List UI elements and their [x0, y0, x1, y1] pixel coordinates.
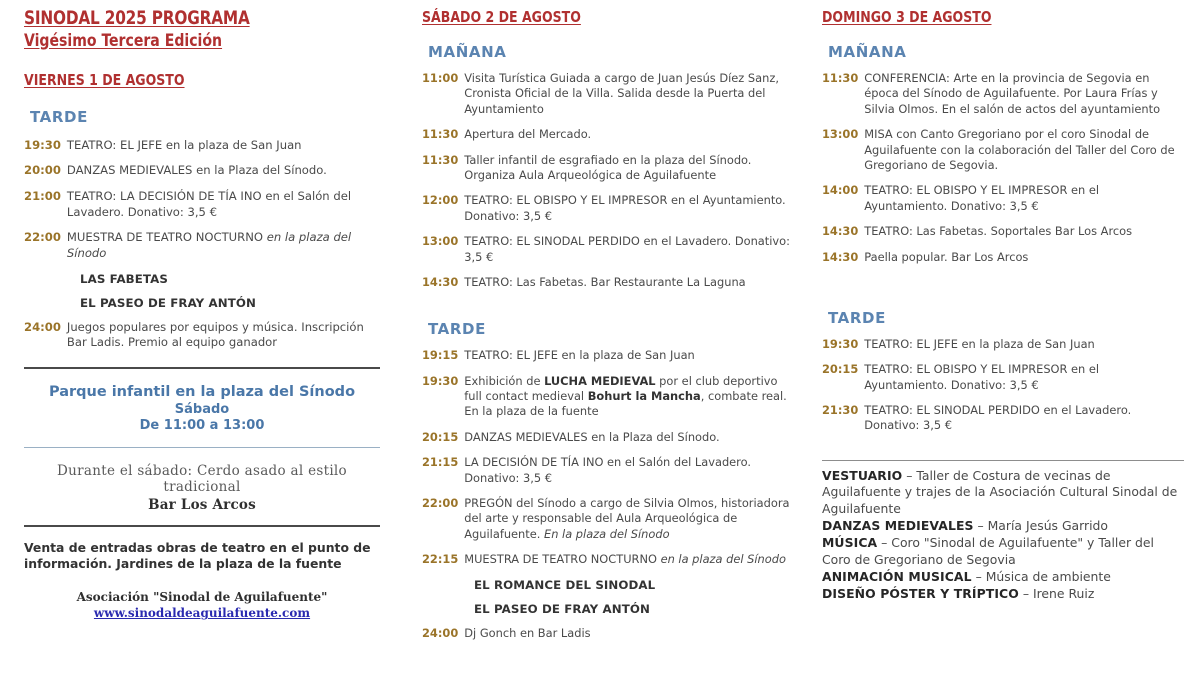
event-text: TEATRO: EL OBISPO Y EL IMPRESOR en el Ayuntamiento. Donativo: 3,5 €: [864, 362, 1100, 392]
credit-separator: –: [973, 517, 988, 533]
credit-label: DISEÑO PÓSTER Y TRÍPTICO: [822, 586, 1019, 602]
roast-venue: Bar Los Arcos: [148, 496, 256, 513]
event-time: 20:15: [822, 362, 859, 377]
event-item: [822, 403, 1184, 434]
credit-separator: –: [971, 569, 986, 585]
day-title-sunday: DOMINGO 3 DE AGOSTO: [822, 8, 992, 26]
event-time: 19:30: [822, 336, 859, 351]
event-time: 11:30: [422, 152, 459, 167]
event-item: [422, 496, 792, 542]
credit-label: VESTUARIO: [822, 467, 903, 483]
credit-item: [822, 586, 1184, 602]
event-item: [422, 348, 792, 363]
event-time: 22:15: [422, 552, 459, 567]
event-time: 11:00: [422, 71, 459, 85]
event-item: [422, 626, 792, 641]
section-label-sunday-tarde: TARDE: [828, 308, 886, 327]
credit-value: Irene Ruiz: [1032, 586, 1095, 602]
event-text: TEATRO: EL OBISPO Y EL IMPRESOR en el Ayuntamiento. Donativo: 3,5 €: [864, 183, 1100, 213]
event-time: 13:00: [822, 127, 859, 142]
event-time: 14:30: [422, 274, 459, 289]
event-time: 24:00: [24, 319, 61, 334]
event-time: 20:00: [24, 163, 61, 178]
event-location-italic: en la plaza del Sínodo: [66, 230, 352, 261]
event-item: [422, 552, 792, 567]
event-item: [24, 138, 380, 154]
event-item: [24, 230, 380, 261]
tickets-info: [24, 527, 380, 620]
event-item: [422, 275, 792, 290]
section-label-saturday-tarde: TARDE: [428, 320, 486, 339]
credit-value: Coro "Sinodal de Aguilafuente" y Taller del Coro de Gregoriano de Segovia: [822, 535, 1154, 567]
roast-announcement: [24, 448, 380, 525]
show-title: LAS FABETAS: [80, 271, 168, 286]
event-item: [422, 430, 792, 445]
show-title: EL PASEO DE FRAY ANTÓN: [80, 295, 256, 310]
info-box: [24, 367, 380, 620]
column-sunday: [810, 0, 1200, 675]
event-text: MUESTRA DE TEATRO NOCTURNO en la plaza del Sínodo: [464, 552, 786, 567]
credit-item: [822, 569, 1184, 585]
event-time: 14:30: [822, 249, 859, 264]
column-friday: [0, 0, 410, 675]
section-label-sunday-manana: MAÑANA: [828, 43, 907, 61]
credit-value: Taller de Costura de vecinas de Aguilafuente y trajes de la Asociación Cultural Sinodal de Aguilafuente: [822, 467, 1178, 516]
event-time: 11:30: [422, 127, 459, 142]
show-title: EL ROMANCE DEL SINODAL: [474, 577, 656, 592]
event-text: Exhibición de LUCHA MEDIEVAL por el club deportivo full contact medieval Bohurt la Mancha, combate real. En la plaza de la fuente: [464, 373, 787, 419]
event-text: Taller infantil de esgrafiado en la plaza del Sínodo. Organiza Aula Arqueológica de Aguilafuente: [464, 152, 752, 182]
event-item: [822, 337, 1184, 352]
event-text: DANZAS MEDIEVALES en la Plaza del Sínodo.: [464, 429, 720, 444]
park-hours: De 11:00 a 13:00: [139, 418, 265, 434]
event-time: 14:00: [822, 183, 859, 198]
event-text: TEATRO: EL SINODAL PERDIDO en el Lavadero. Donativo: 3,5 €: [864, 403, 1132, 433]
event-list-saturday-manana: [422, 71, 792, 290]
credit-separator: –: [877, 535, 892, 551]
credit-item: [822, 468, 1184, 517]
credit-value: María Jesús Garrido: [987, 517, 1108, 533]
event-item: [422, 374, 792, 420]
event-emphasis: LUCHA MEDIEVAL: [544, 373, 656, 388]
event-time: 24:00: [422, 625, 459, 640]
association-block: [24, 586, 380, 620]
park-day: Sábado: [174, 401, 230, 417]
event-text: TEATRO: Las Fabetas. Soportales Bar Los Arcos: [864, 224, 1133, 239]
credit-separator: –: [902, 467, 917, 483]
event-item: [422, 193, 792, 224]
event-time: 22:00: [422, 496, 459, 511]
event-text: TEATRO: EL OBISPO Y EL IMPRESOR en el Ayuntamiento. Donativo: 3,5 €: [464, 193, 786, 223]
event-time: 19:15: [422, 348, 459, 363]
event-item: [822, 127, 1184, 173]
website-link[interactable]: www.sinodaldeaguilafuente.com: [93, 606, 311, 621]
event-text: TEATRO: EL SINODAL PERDIDO en el Lavadero. Donativo: 3,5 €: [464, 234, 790, 264]
event-item: [822, 362, 1184, 393]
event-text: CONFERENCIA: Arte en la provincia de Segovia en época del Sínodo de Aguilafuente. Por Laura Frías y Silvia Olmos. En el salón de actos del ayuntamiento: [864, 71, 1161, 116]
credit-value: Música de ambiente: [985, 569, 1111, 585]
event-item: [822, 224, 1184, 239]
event-text: Dj Gonch en Bar Ladis: [464, 625, 591, 640]
event-text: TEATRO: LA DECISIÓN DE TÍA INO en el Salón del Lavadero. Donativo: 3,5 €: [66, 189, 352, 219]
column-saturday: [410, 0, 810, 675]
event-item: [422, 455, 792, 486]
show-title: EL PASEO DE FRAY ANTÓN: [474, 601, 650, 616]
event-time: 21:00: [24, 189, 61, 204]
credit-label: DANZAS MEDIEVALES: [822, 517, 974, 533]
event-item: [422, 71, 792, 117]
day-title-saturday: SÁBADO 2 DE AGOSTO: [422, 8, 581, 26]
event-text: TEATRO: EL JEFE en la plaza de San Juan: [864, 336, 1095, 351]
page-title: SINODAL 2025 PROGRAMA: [24, 8, 250, 29]
association-name: Asociación "Sinodal de Aguilafuente": [76, 590, 328, 605]
event-time: 21:30: [822, 403, 859, 418]
tickets-text: Venta de entradas obras de teatro en el punto de información. Jardines de la plaza de la fuente: [24, 539, 371, 572]
event-text: Apertura del Mercado.: [464, 127, 592, 142]
event-time: 19:30: [422, 373, 459, 388]
event-item: [24, 189, 380, 220]
event-item: [422, 153, 792, 184]
event-item: [24, 163, 380, 179]
credit-item: [822, 535, 1184, 568]
event-time: 11:30: [822, 71, 859, 85]
roast-text: Durante el sábado: Cerdo asado al estilo tradicional: [57, 462, 347, 495]
event-time: 22:00: [24, 230, 61, 245]
event-text: TEATRO: Las Fabetas. Bar Restaurante La Laguna: [464, 274, 746, 289]
event-text: Visita Turística Guiada a cargo de Juan Jesús Díez Sanz, Cronista Oficial de la Villa. Salida desde la Puerta del Ayuntamiento: [464, 71, 779, 116]
credit-separator: –: [1018, 586, 1033, 602]
event-item: [24, 320, 380, 351]
event-item: [822, 250, 1184, 265]
day-title-friday: VIERNES 1 DE AGOSTO: [24, 70, 185, 89]
event-location-italic: en la plaza del Sínodo: [660, 552, 786, 567]
event-text: Paella popular. Bar Los Arcos: [864, 249, 1029, 264]
event-list-friday-tarde: [24, 138, 380, 351]
event-time: 13:00: [422, 234, 459, 249]
event-time: 12:00: [422, 193, 459, 208]
event-text: DANZAS MEDIEVALES en la Plaza del Sínodo.: [66, 163, 327, 178]
event-text: MISA con Canto Gregoriano por el coro Sinodal de Aguilafuente con la colaboración del Taller del Coro de Gregoriano de Segovia.: [864, 127, 1175, 172]
section-label-saturday-manana: MAÑANA: [428, 43, 507, 61]
event-text: MUESTRA DE TEATRO NOCTURNO en la plaza del Sínodo: [66, 230, 352, 261]
event-text: Juegos populares por equipos y música. Inscripción Bar Ladis. Premio al equipo ganador: [66, 319, 364, 350]
event-item: [822, 183, 1184, 214]
credit-label: MÚSICA: [822, 535, 878, 551]
divider-credits: [822, 460, 1184, 461]
page-subtitle: Vigésimo Tercera Edición: [24, 30, 223, 51]
park-title: Parque infantil en la plaza del Sínodo: [48, 383, 356, 400]
event-time: 19:30: [24, 137, 61, 152]
event-item: [422, 234, 792, 265]
event-list-sunday-tarde: [822, 337, 1184, 434]
credit-label: ANIMACIÓN MUSICAL: [822, 569, 972, 585]
event-emphasis: Bohurt la Mancha: [587, 389, 701, 404]
event-time: 14:30: [822, 224, 859, 239]
event-list-saturday-tarde: [422, 348, 792, 641]
event-text: PREGÓN del Sínodo a cargo de Silvia Olmos, historiadora del arte y responsable del Aula Arqueológica de Aguilafuente. En la plaza del Sínodo: [464, 496, 790, 541]
event-item: [422, 127, 792, 142]
event-location-italic: En la plaza del Sínodo: [544, 526, 670, 541]
credits-block: [822, 460, 1184, 603]
event-text: TEATRO: EL JEFE en la plaza de San Juan: [66, 137, 302, 152]
event-text: LA DECISIÓN DE TÍA INO en el Salón del Lavadero. Donativo: 3,5 €: [464, 455, 752, 485]
event-list-sunday-manana: [822, 71, 1184, 265]
event-time: 21:15: [422, 455, 459, 470]
event-time: 20:15: [422, 429, 459, 444]
credit-item: [822, 518, 1184, 534]
event-text: TEATRO: EL JEFE en la plaza de San Juan: [464, 348, 695, 363]
park-announcement: [24, 369, 380, 447]
event-item: [822, 71, 1184, 117]
section-label-friday-tarde: TARDE: [30, 107, 88, 126]
